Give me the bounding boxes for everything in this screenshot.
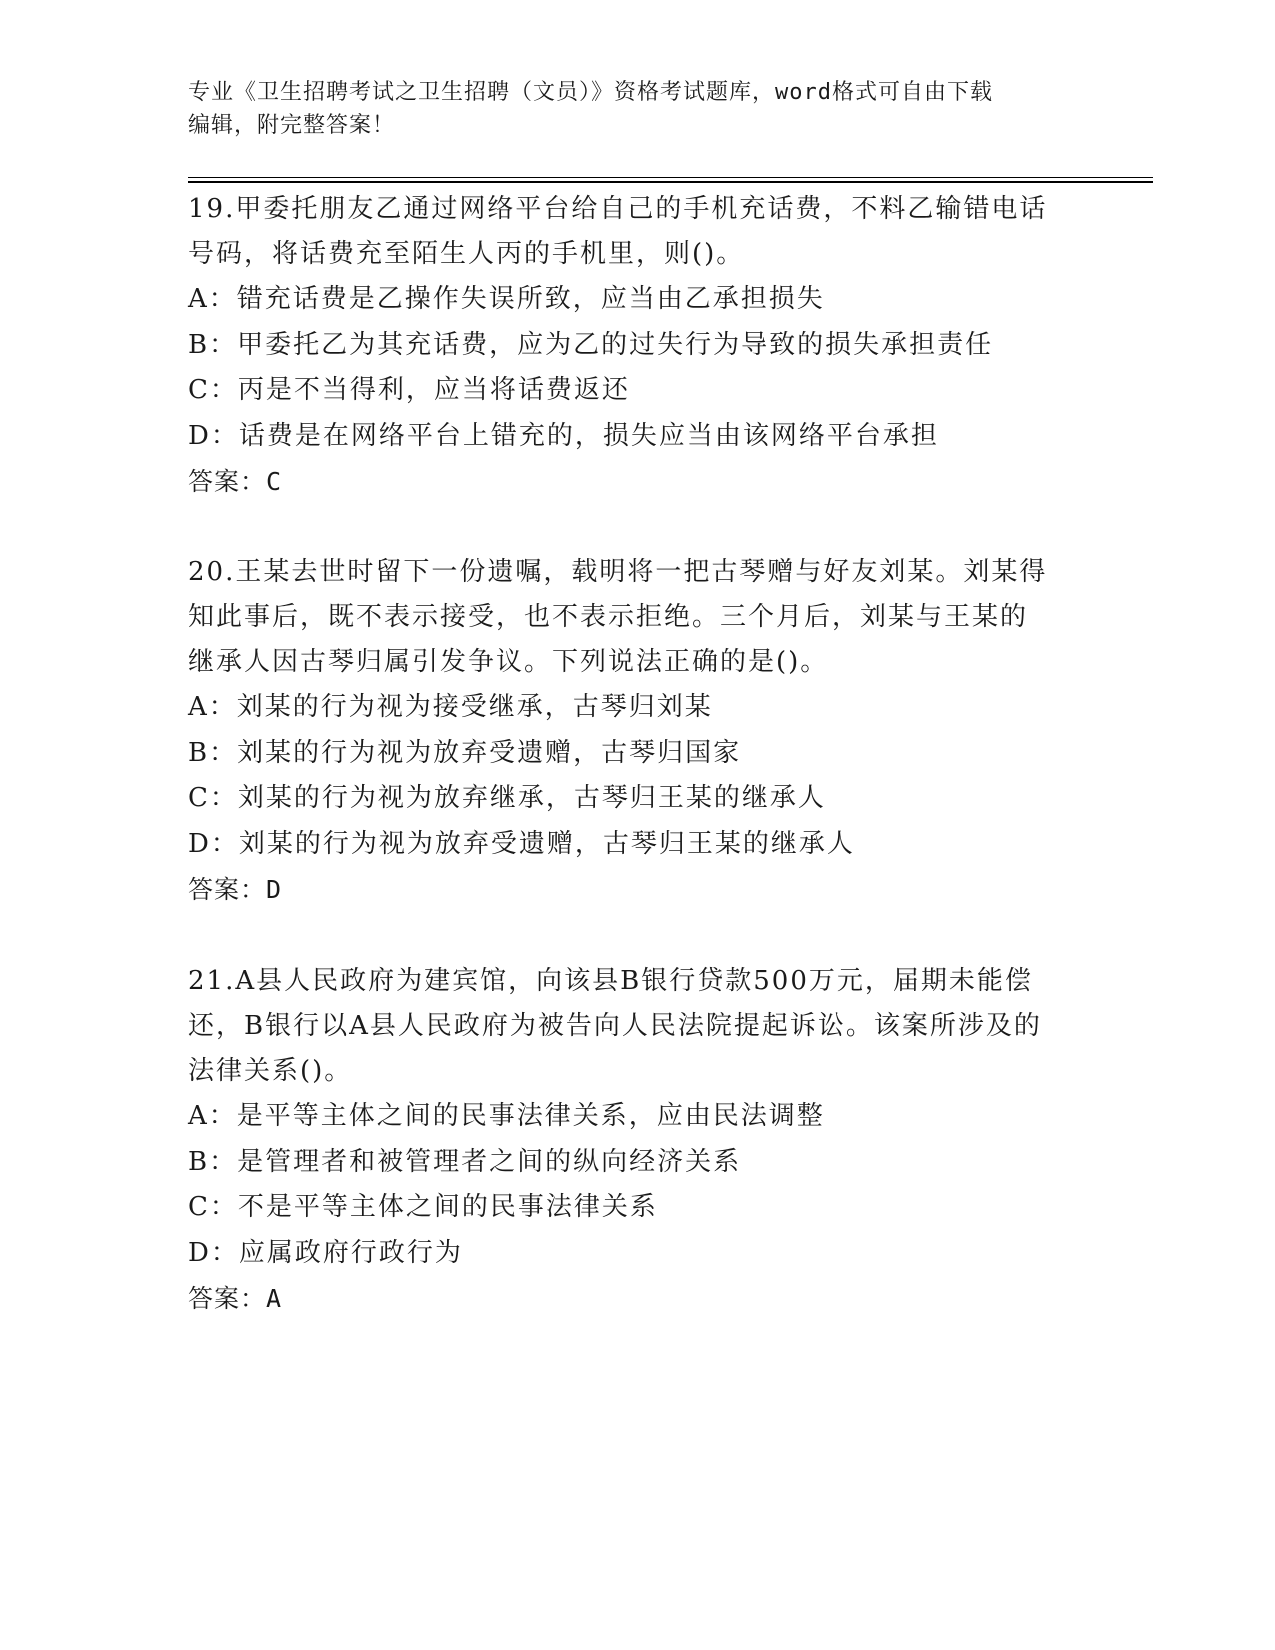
option-d: D：刘某的行为视为放弃受遗赠，古琴归王某的继承人 [188,828,855,859]
answer-line [188,867,1088,913]
header-line: 编辑，附完整答案！ [188,113,396,138]
header-divider-thick [188,181,1153,183]
answer-label: 答案： [188,1284,267,1313]
option-c: C：刘某的行为视为放弃继承，古琴归王某的继承人 [188,783,826,813]
header-divider-thin [188,177,1153,178]
option-a: A：是平等主体之间的民事法律关系，应由民法调整 [188,1101,825,1131]
question-stem [188,187,1088,277]
option-a: A：错充话费是乙操作失误所致，应当由乙承担损失 [188,284,825,314]
question-stem-line: 继承人因古琴归属引发争议。下列说法正确的是()。 [188,647,829,677]
option-c: C：不是平等主体之间的民事法律关系 [188,1192,658,1222]
question-stem-line: 还，B银行以A县人民政府为被告向人民法院提起诉讼。该案所涉及的 [188,1011,1042,1041]
option-d: D：应属政府行政行为 [188,1237,463,1268]
answer-value: A [266,1284,283,1313]
answer-value: D [266,875,283,904]
option-c: C：丙是不当得利，应当将话费返还 [188,375,630,405]
header-line: 专业《卫生招聘考试之卫生招聘（文员）》资格考试题库，word格式可自由下载 [188,80,993,105]
question-stem [188,959,1088,1094]
option-b: B：甲委托乙为其充话费，应为乙的过失行为导致的损失承担责任 [188,329,994,360]
answer-value: C [266,467,283,496]
question-block [188,550,1088,913]
question-stem-line: 21.A县人民政府为建宾馆，向该县B银行贷款500万元，届期未能偿 [188,966,1033,996]
option-b: B：是管理者和被管理者之间的纵向经济关系 [188,1146,742,1177]
option-d: D：话费是在网络平台上错充的，损失应当由该网络平台承担 [188,420,939,451]
question-stem-line: 19.甲委托朋友乙通过网络平台给自己的手机充话费，不料乙输错电话 [188,194,1048,224]
answer-line [188,459,1088,505]
question-stem-line: 法律关系()。 [188,1056,353,1086]
document-header [188,76,1068,142]
question-stem-line: 知此事后，既不表示接受，也不表示拒绝。三个月后，刘某与王某的 [188,602,1029,632]
question-stem-line: 号码，将话费充至陌生人丙的手机里，则()。 [188,239,745,269]
answer-label: 答案： [188,875,267,904]
question-stem-line: 20.王某去世时留下一份遗嘱，载明将一把古琴赠与好友刘某。刘某得 [188,557,1048,587]
answer-line [188,1276,1088,1322]
question-stem [188,550,1088,685]
option-a: A：刘某的行为视为接受继承，古琴归刘某 [188,692,713,722]
answer-label: 答案： [188,467,267,496]
question-block [188,187,1088,505]
question-block [188,959,1088,1322]
option-b: B：刘某的行为视为放弃受遗赠，古琴归国家 [188,737,742,768]
